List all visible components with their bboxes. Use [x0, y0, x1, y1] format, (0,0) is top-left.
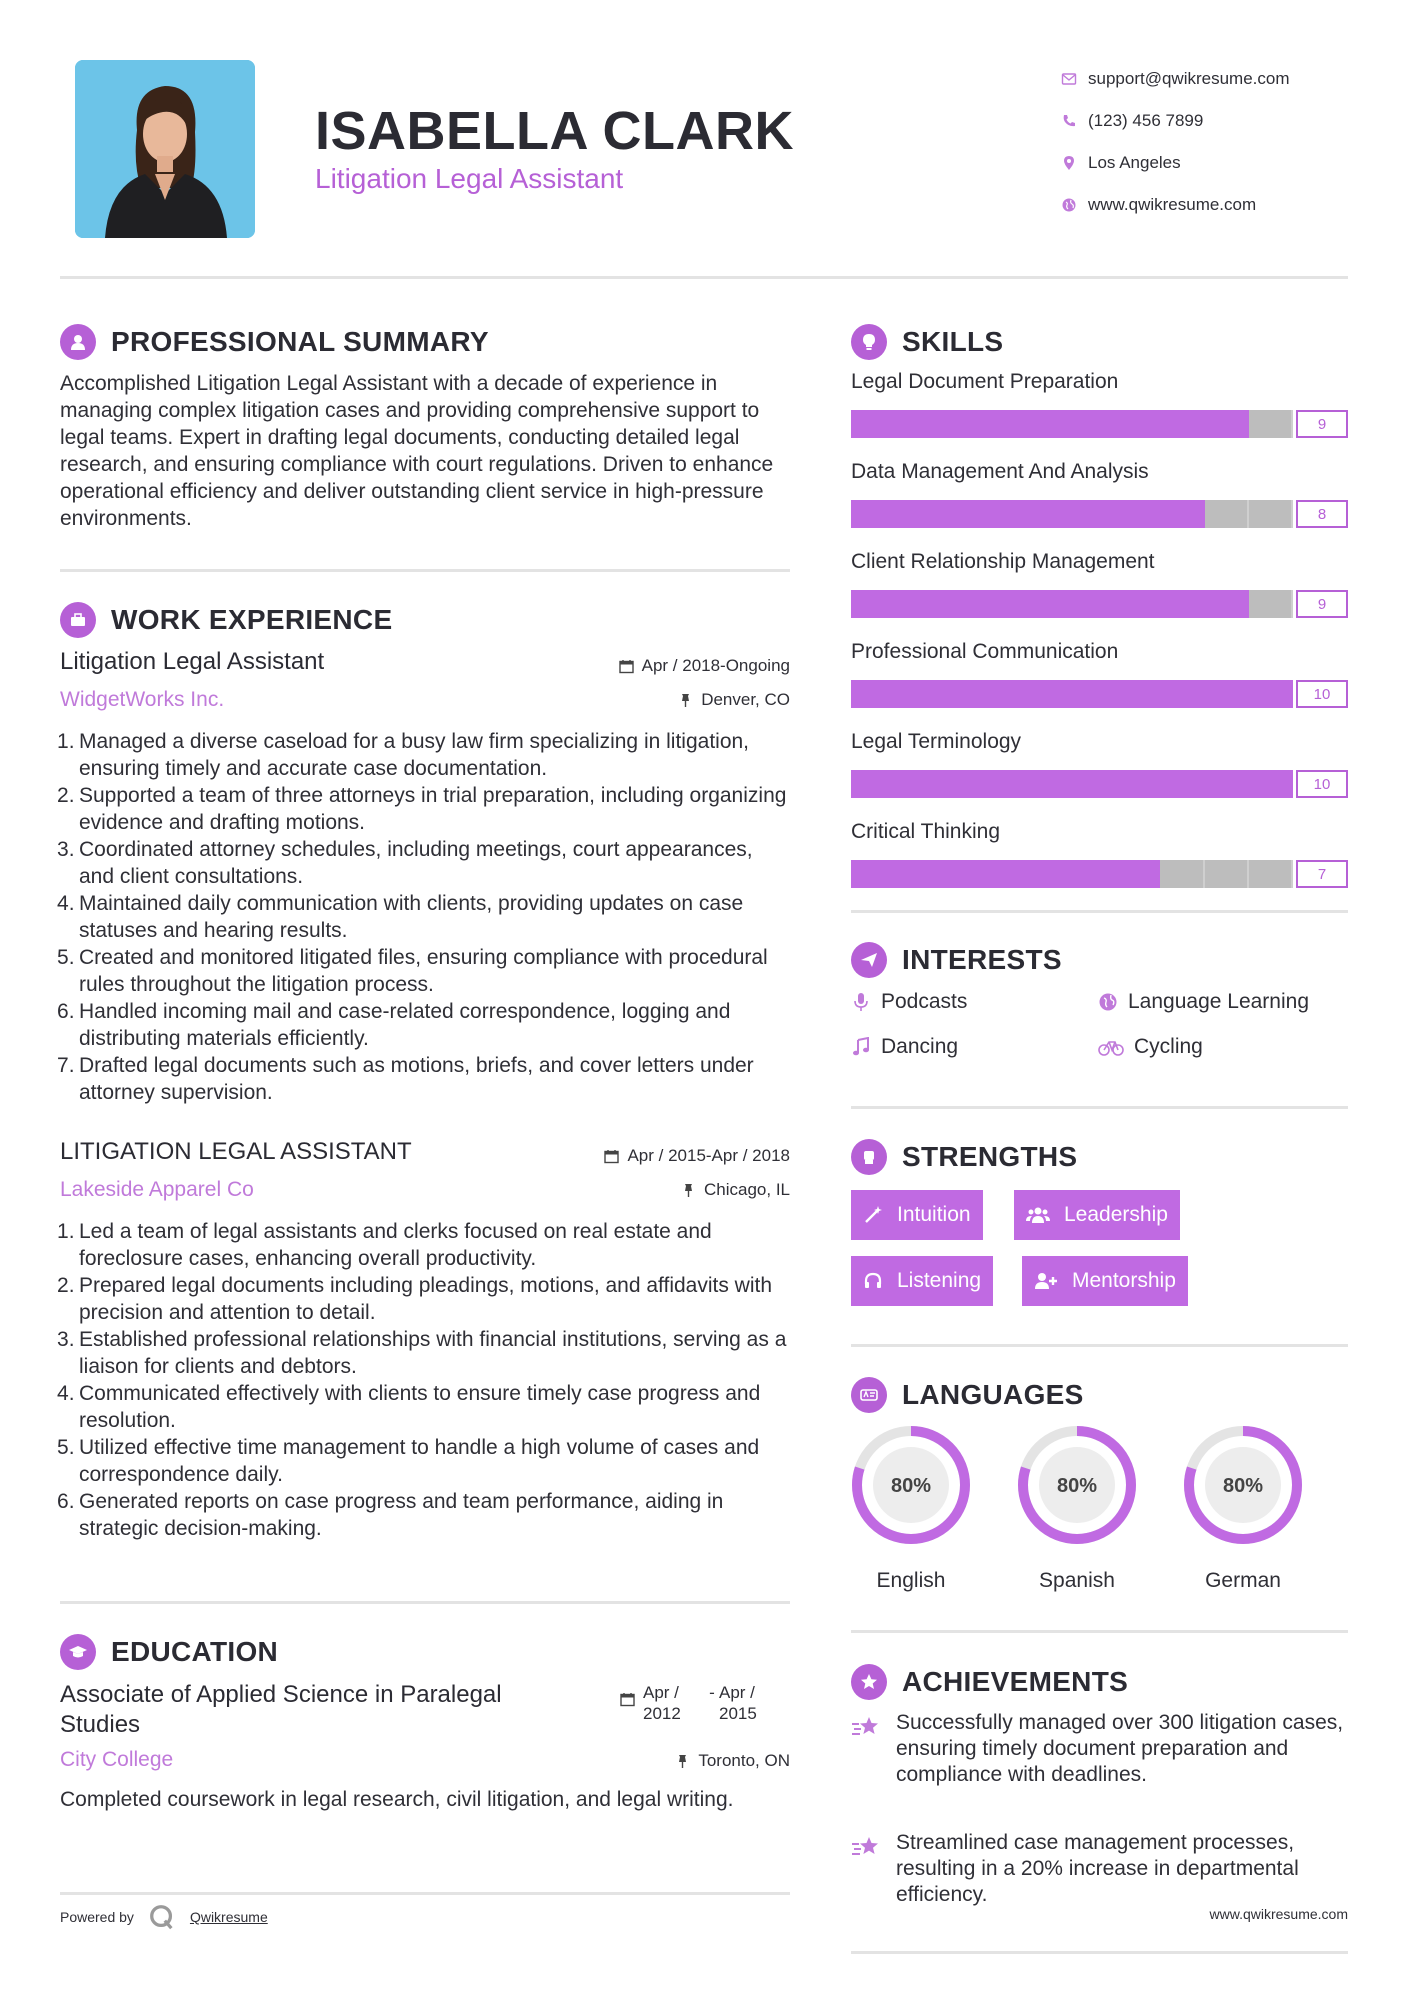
achievement-text: Streamlined case management processes, resulting in a 20% increase in departmental efficiency. — [896, 1831, 1299, 1906]
degree-title: Associate of Applied Science in Paralegal Studies — [60, 1681, 502, 1738]
candidate-title: Litigation Legal Assistant — [315, 163, 624, 194]
education-start: Apr / 2012 — [643, 1683, 681, 1723]
interest-podcasts — [851, 990, 967, 1014]
skill-item — [851, 730, 1348, 798]
progress-ring — [850, 1424, 972, 1546]
list-item: Coordinated attorney schedules, including meetings, court appearances, and client consultations. — [79, 838, 753, 888]
interest-label: Podcasts — [881, 990, 968, 1013]
skill-item — [851, 820, 1348, 888]
education-location-text: Toronto, ON — [698, 1751, 790, 1770]
skill-segment — [1205, 500, 1249, 528]
job-dates-text: Apr / 2018-Ongoing — [641, 656, 790, 675]
achievement-item — [851, 1710, 1348, 1788]
list-item: Utilized effective time management to handle a high volume of cases and correspondence daily. — [79, 1436, 760, 1486]
qwikresume-logo-icon — [148, 1903, 176, 1931]
person-portrait-image — [75, 60, 255, 238]
contact-phone-text: (123) 456 7899 — [1088, 111, 1204, 130]
list-item: Drafted legal documents such as motions, briefs, and cover letters under attorney supervision. — [79, 1054, 754, 1104]
languages-divider — [851, 1630, 1348, 1633]
strength-label: Mentorship — [1072, 1269, 1176, 1292]
graduation-cap-icon — [60, 1634, 96, 1670]
skill-bar — [851, 590, 1348, 618]
calendar-icon — [604, 1149, 619, 1164]
pushpin-icon — [678, 693, 693, 708]
pushpin-icon — [675, 1754, 690, 1769]
contact-email[interactable] — [1050, 58, 1380, 100]
job-title: LITIGATION LEGAL ASSISTANT — [60, 1138, 412, 1165]
phone-icon — [1050, 113, 1088, 129]
skill-score: 10 — [1296, 770, 1348, 798]
skill-score: 8 — [1296, 500, 1348, 528]
calendar-icon — [619, 659, 634, 674]
job-dates — [520, 656, 790, 676]
achievements-divider — [851, 1951, 1348, 1954]
pushpin-icon — [681, 1183, 696, 1198]
list-item: Managed a diverse caseload for a busy law firm specializing in litigation, ensuring timely and accurate case documentation. — [79, 730, 750, 780]
language-item-spanish — [1016, 1424, 1138, 1593]
skill-bar — [851, 410, 1348, 438]
progress-ring — [1182, 1424, 1304, 1546]
ring-label: 80% — [890, 1475, 932, 1497]
skill-name: Legal Document Preparation — [851, 370, 1119, 393]
skill-name: Legal Terminology — [851, 730, 1022, 753]
education-heading: EDUCATION — [111, 1636, 279, 1667]
strength-chip-listening — [851, 1256, 993, 1306]
header-divider — [60, 276, 1348, 279]
progress-ring — [1016, 1424, 1138, 1546]
languages-header — [851, 1377, 1084, 1413]
list-item: Prepared legal documents including pleadings, motions, and affidavits with precision and attention to detail. — [79, 1274, 773, 1324]
list-item: Established professional relationships with financial institutions, serving as a liaison for clients and debtors. — [79, 1328, 787, 1378]
music-note-icon — [851, 1037, 871, 1057]
shooting-star-icon — [851, 1712, 881, 1742]
qwikresume-link[interactable]: Qwikresume — [189, 1909, 268, 1925]
powered-by-label: Powered by — [60, 1909, 134, 1925]
list-item: Created and monitored litigated files, ensuring compliance with procedural rules throughout the litigation process. — [79, 946, 768, 996]
experience-heading: WORK EXPERIENCE — [111, 604, 393, 635]
strengths-divider — [851, 1344, 1348, 1347]
skill-bar — [851, 770, 1348, 798]
interest-cycling — [1098, 1035, 1203, 1059]
list-item: Supported a team of three attorneys in trial preparation, including organizing evidence and drafting motions. — [79, 784, 787, 834]
list-item: Communicated effectively with clients to ensure timely case progress and resolution. — [79, 1382, 761, 1432]
skill-segment — [1249, 590, 1293, 618]
languages-heading: LANGUAGES — [902, 1379, 1084, 1410]
skill-item — [851, 460, 1348, 528]
skill-name: Critical Thinking — [851, 820, 1000, 843]
education-divider — [60, 1892, 790, 1895]
interest-language-learning — [1098, 990, 1309, 1014]
skill-fill — [851, 410, 1249, 438]
job-duties-list — [60, 728, 790, 1106]
interest-dancing — [851, 1035, 958, 1059]
interests-heading: INTERESTS — [902, 944, 1062, 975]
contact-list — [1050, 58, 1380, 226]
interests-divider — [851, 1106, 1348, 1109]
education-description: Completed coursework in legal research, civil litigation, and legal writing. — [60, 1788, 734, 1811]
summary-divider — [60, 569, 790, 572]
skill-fill — [851, 500, 1205, 528]
paper-plane-icon — [851, 942, 887, 978]
job-dates — [520, 1146, 790, 1166]
list-item: Maintained daily communication with clients, providing updates on case statuses and hearing results. — [79, 892, 744, 942]
users-icon — [1026, 1205, 1050, 1225]
education-end: Apr / 2015 — [719, 1683, 757, 1723]
powered-by — [60, 1903, 268, 1931]
skill-score: 10 — [1296, 680, 1348, 708]
education-header — [60, 1634, 278, 1670]
achievements-header — [851, 1664, 1128, 1700]
contact-website-text: www.qwikresume.com — [1088, 195, 1257, 214]
job-title: Litigation Legal Assistant — [60, 648, 325, 675]
skills-heading: SKILLS — [902, 326, 1004, 357]
skill-bar — [851, 680, 1348, 708]
ring-label: 80% — [1222, 1475, 1264, 1497]
language-item-german — [1182, 1424, 1304, 1593]
globe-icon — [1050, 197, 1088, 213]
language-name: German — [1205, 1569, 1281, 1592]
interests-header — [851, 942, 1062, 978]
job-duties-list — [60, 1218, 790, 1542]
headphones-icon — [863, 1271, 883, 1291]
skill-name: Client Relationship Management — [851, 550, 1155, 573]
contact-location-text: Los Angeles — [1088, 153, 1181, 172]
skill-fill — [851, 860, 1160, 888]
job-location-text: Chicago, IL — [704, 1180, 790, 1199]
skill-name: Data Management And Analysis — [851, 460, 1149, 483]
interest-label: Cycling — [1134, 1035, 1203, 1058]
job-location — [520, 1180, 790, 1200]
education-dates — [620, 1682, 781, 1724]
strengths-header — [851, 1139, 1077, 1175]
skill-segment — [1249, 500, 1293, 528]
skill-score: 9 — [1296, 590, 1348, 618]
skill-fill — [851, 590, 1249, 618]
shooting-star-icon — [851, 1832, 881, 1862]
contact-website[interactable] — [1050, 184, 1380, 226]
contact-email-text: support@qwikresume.com — [1088, 69, 1290, 88]
globe-icon — [1098, 992, 1118, 1012]
education-location — [520, 1751, 790, 1771]
contact-location — [1050, 142, 1380, 184]
envelope-icon — [1050, 71, 1088, 87]
strength-chip-intuition — [851, 1190, 983, 1240]
skill-fill — [851, 770, 1293, 798]
strength-label: Leadership — [1064, 1203, 1168, 1226]
achievement-text: Successfully managed over 300 litigation cases, ensuring timely document preparation and compliance with deadlines. — [896, 1711, 1344, 1786]
job-location — [520, 690, 790, 710]
skill-name: Professional Communication — [851, 640, 1119, 663]
skills-divider — [851, 910, 1348, 913]
ring-label: 80% — [1056, 1475, 1098, 1497]
user-icon — [60, 324, 96, 360]
language-name: English — [876, 1569, 946, 1592]
contact-phone[interactable] — [1050, 100, 1380, 142]
magic-wand-icon — [863, 1205, 883, 1225]
interest-label: Dancing — [881, 1035, 959, 1058]
candidate-name: ISABELLA CLARK — [315, 101, 794, 161]
star-badge-icon — [851, 1664, 887, 1700]
summary-heading: PROFESSIONAL SUMMARY — [111, 326, 489, 357]
microphone-icon — [851, 992, 871, 1012]
job-company: WidgetWorks Inc. — [60, 688, 225, 711]
date-separator: - — [709, 1683, 715, 1702]
interest-label: Language Learning — [1128, 990, 1310, 1013]
skill-bar — [851, 500, 1348, 528]
achievements-heading: ACHIEVEMENTS — [902, 1666, 1129, 1697]
strength-label: Listening — [897, 1269, 982, 1292]
skill-score: 9 — [1296, 410, 1348, 438]
language-name: Spanish — [1039, 1569, 1115, 1592]
calendar-icon — [620, 1692, 635, 1707]
list-item: Generated reports on case progress and team performance, aiding in strategic decision-making. — [79, 1490, 724, 1540]
skill-segment — [1249, 410, 1293, 438]
skill-item — [851, 550, 1348, 618]
experience-header — [60, 602, 392, 638]
experience-divider — [60, 1601, 790, 1604]
map-pin-icon — [1050, 155, 1088, 171]
job-company: Lakeside Apparel Co — [60, 1178, 254, 1201]
summary-header — [60, 324, 489, 360]
user-plus-icon — [1034, 1271, 1058, 1291]
school-name: City College — [60, 1748, 174, 1771]
skill-score: 7 — [1296, 860, 1348, 888]
skills-header — [851, 324, 1003, 360]
language-item-english — [850, 1424, 972, 1593]
job-location-text: Denver, CO — [701, 690, 790, 709]
language-card-icon — [851, 1377, 887, 1413]
footer-website[interactable]: www.qwikresume.com — [1209, 1906, 1348, 1922]
list-item: Handled incoming mail and case-related correspondence, logging and distributing materials efficiently. — [79, 1000, 731, 1050]
briefcase-icon — [60, 602, 96, 638]
summary-text: Accomplished Litigation Legal Assistant with a decade of experience in managing complex litigation cases and providing comprehensive support to legal teams. Expert in drafting legal documents, conducting detailed legal research, and ensuring compliance with court regulations. Driven to enhance operational efficiency and deliver outstanding client service in high-pressure environments. — [60, 372, 774, 530]
skills-list — [851, 370, 1348, 910]
job-dates-text: Apr / 2015-Apr / 2018 — [627, 1146, 790, 1165]
skill-bar — [851, 860, 1348, 888]
profile-photo — [75, 60, 255, 238]
skill-item — [851, 370, 1348, 438]
skill-item — [851, 640, 1348, 708]
skill-fill — [851, 680, 1293, 708]
fist-icon — [851, 1139, 887, 1175]
strength-label: Intuition — [897, 1203, 971, 1226]
skill-segment — [1160, 860, 1204, 888]
strengths-heading: STRENGTHS — [902, 1141, 1078, 1172]
skill-segment — [1205, 860, 1249, 888]
lightbulb-icon — [851, 324, 887, 360]
strength-chip-leadership — [1014, 1190, 1180, 1240]
bicycle-icon — [1098, 1037, 1124, 1057]
strength-chip-mentorship — [1022, 1256, 1188, 1306]
skill-segment — [1249, 860, 1293, 888]
achievement-item — [851, 1830, 1348, 1908]
list-item: Led a team of legal assistants and clerks focused on real estate and foreclosure cases, enhancing overall productivity. — [79, 1220, 712, 1270]
